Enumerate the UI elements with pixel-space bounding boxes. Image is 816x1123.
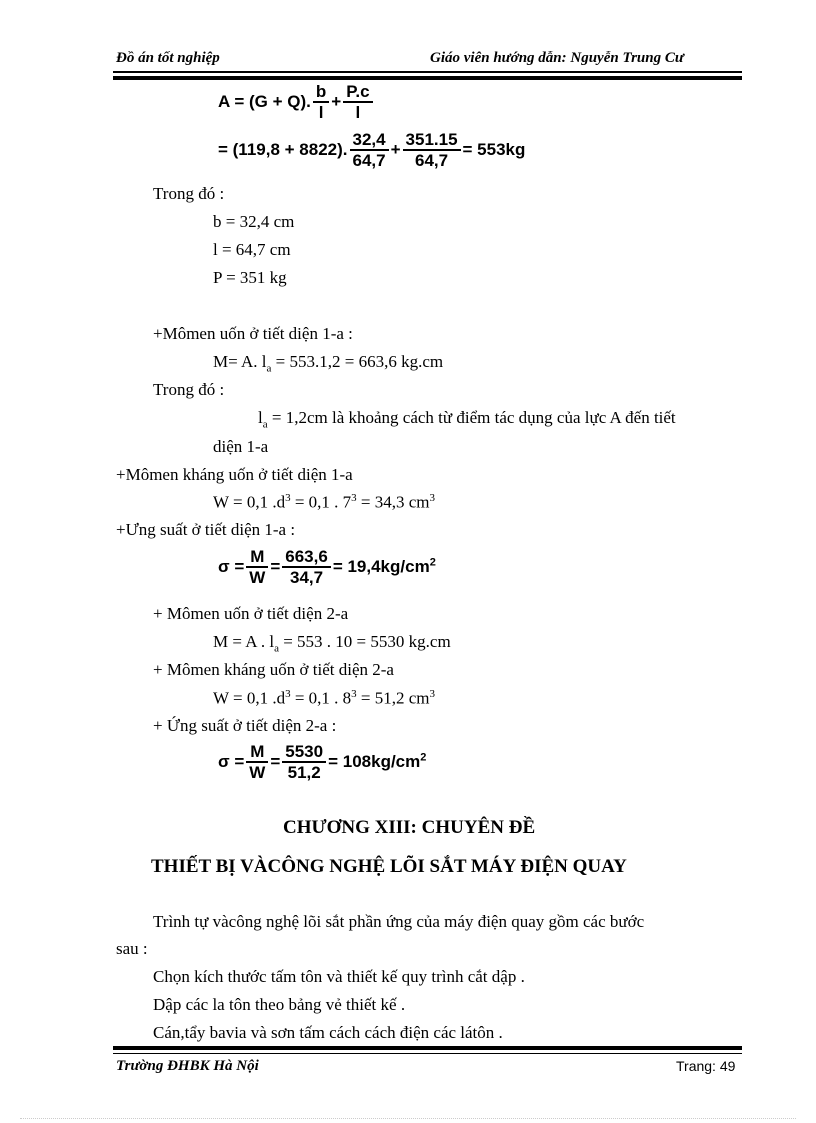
body-step-1: Chọn kích thước tấm tôn và thiết kế quy trình cắt dập . (153, 967, 525, 986)
khang-uon-2a-heading: + Mômen kháng uốn ở tiết diện 2-a (153, 660, 394, 679)
body-paragraph-1: Trình tự vàcông nghệ lõi sắt phần ứng của máy điện quay gồm các bước (153, 912, 645, 931)
p-value: P = 351 kg (213, 268, 287, 287)
momen-uon-1a-heading: +Mômen uốn ở tiết diện 1-a : (153, 324, 353, 343)
khang-uon-1a-value: W = 0,1 $.d^3 = 0,1$ . $7^3 = 34,3$ $cm^3$ (213, 492, 436, 512)
sigma-1a-equation: σ = $\frac{M}{W}$ = $\frac{663,6}{34,7}$ = $19,4kg/cm^2$ (218, 547, 436, 587)
la-definition-cont: diện 1-a (213, 437, 269, 456)
header-rule-thin (113, 71, 742, 73)
footer-rule-thin (113, 1053, 742, 1054)
page-edge-dots (20, 1118, 796, 1119)
footer-rule-thick (113, 1046, 742, 1050)
ung-suat-2a-heading: + Ứng suất ở tiết diện 2-a : (153, 716, 337, 735)
chapter-number: CHƯƠNG XIII: CHUYÊN ĐỀ (283, 817, 536, 838)
equation-a-formula: A = (G + Q). $\frac{b}{l}$ + $\frac{P.c}{l}$ (218, 82, 375, 122)
footer-page-number: Trang: 49 (676, 1058, 736, 1074)
footer-school: Trường ĐHBK Hà Nội (116, 1058, 259, 1074)
equation-a-value: = (119,8 + 8822). $\frac{32,4}{64,7}$ + $\frac{351.15}{64,7}$ = 553kg (218, 130, 526, 170)
khang-uon-2a-value: W = 0,1 $.d^3 = 0,1$ . $8^3 = 51,2$ $cm^3$ (213, 688, 436, 708)
body-paragraph-1-cont: sau : (116, 939, 148, 958)
ung-suat-1a-heading: +Ưng suất ở tiết diện 1-a : (116, 520, 296, 539)
header-rule-thick (113, 76, 742, 80)
sigma-2a-equation: σ = $\frac{M}{W}$ = $\frac{5530}{51,2}$ = $108kg/cm^2$ (218, 742, 427, 782)
khang-uon-1a-heading: +Mômen kháng uốn ở tiết diện 1-a (116, 465, 353, 484)
momen-uon-2a-heading: + Mômen uốn ở tiết diện 2-a (153, 604, 349, 623)
body-step-3: Cán,tẩy bavia và sơn tấm cách cách điện các látôn . (153, 1023, 503, 1042)
header-left: Đồ án tốt nghiệp (116, 50, 220, 66)
trong-do-label-2: Trong đó : (153, 380, 225, 399)
chapter-title: THIẾT BỊ VÀCÔNG NGHỆ LÕI SẮT MÁY ĐIỆN QUAY (151, 856, 627, 877)
momen-uon-2a-value: M = A . $l_a = 553$ . 10 = 5530 kg.cm (213, 632, 451, 655)
body-step-2: Dập các la tôn theo bảng vẻ thiết kế . (153, 995, 406, 1014)
momen-uon-1a-value: M= A. $l_a = 553.1,2 = 663,6$ kg.cm (213, 352, 444, 375)
l-value: l = 64,7 cm (213, 240, 291, 259)
header-right: Giáo viên hướng dẫn: Nguyễn Trung Cư (430, 50, 684, 66)
la-definition: $l_a = 1,2cm$ là khoảng cách từ điểm tác dụng của lực A đến tiết (258, 408, 676, 431)
b-value: b = 32,4 cm (213, 212, 295, 231)
trong-do-label: Trong đó : (153, 184, 225, 203)
